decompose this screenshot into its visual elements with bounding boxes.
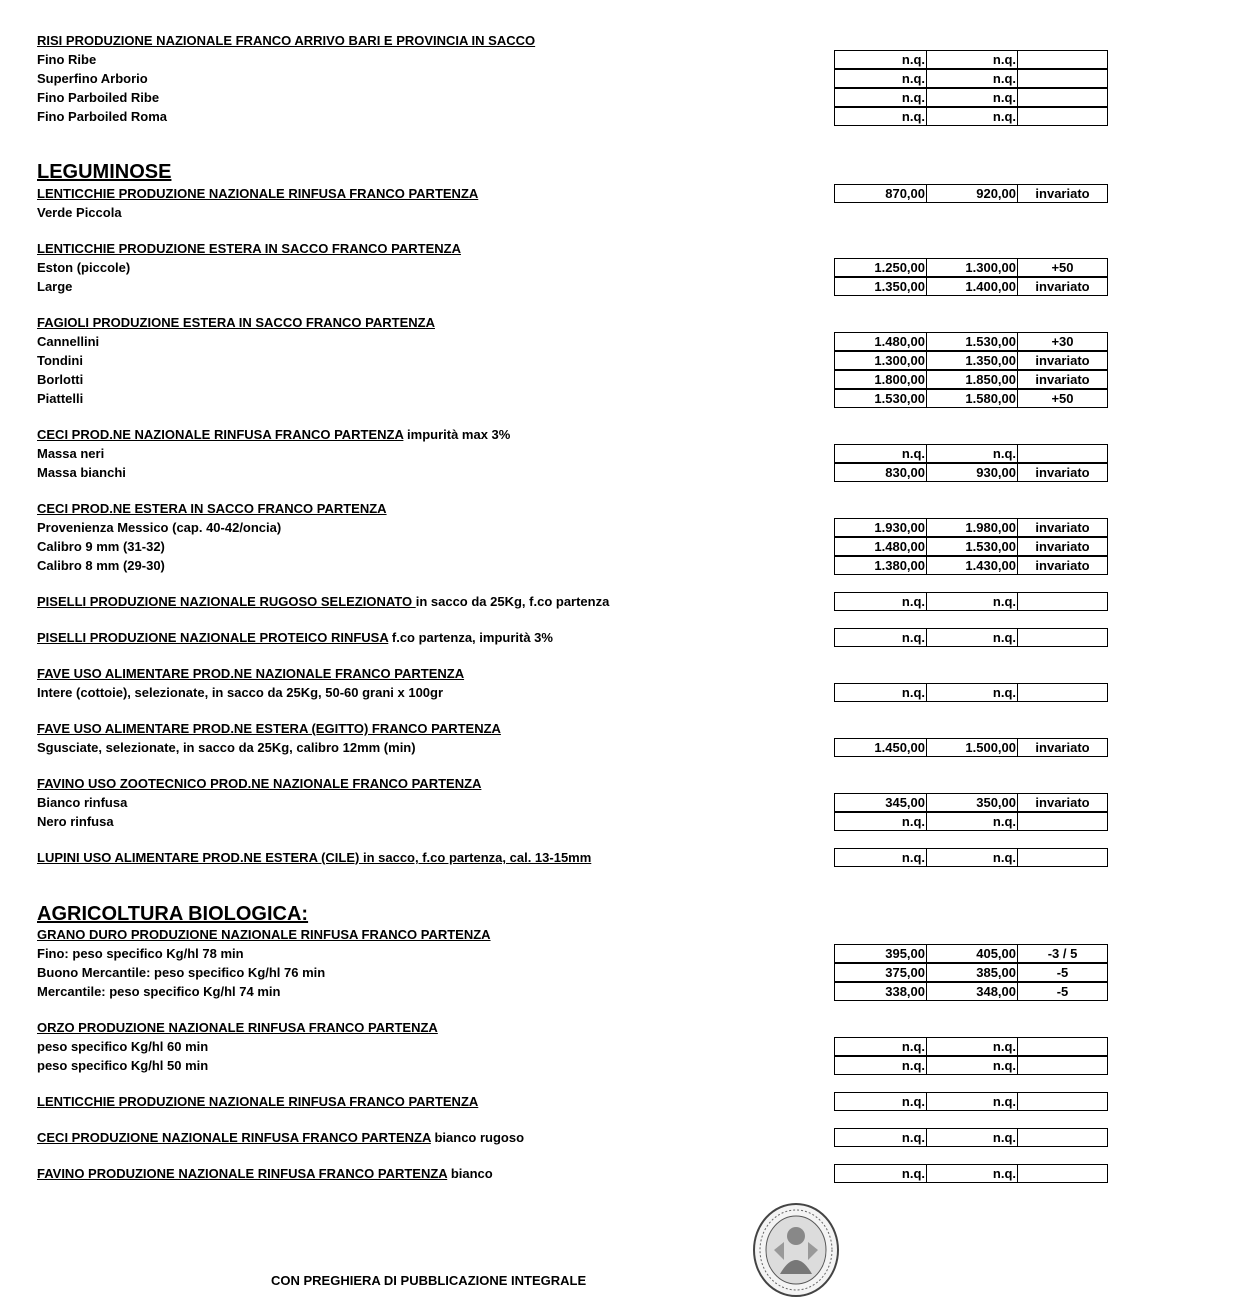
variation-cell bbox=[1017, 628, 1108, 647]
price-max-cell: n.q. bbox=[926, 444, 1018, 463]
price-min-cell: 375,00 bbox=[834, 963, 927, 982]
price-max-cell: 930,00 bbox=[926, 463, 1018, 482]
row-label: Piattelli bbox=[37, 391, 84, 406]
section-title-text: PISELLI PRODUZIONE NAZIONALE PROTEICO RINFUSA bbox=[37, 630, 389, 645]
price-min-cell: n.q. bbox=[834, 88, 927, 107]
price-min-cell: n.q. bbox=[834, 1128, 927, 1147]
variation-cell: invariato bbox=[1017, 556, 1108, 575]
price-min-cell: 1.930,00 bbox=[834, 518, 927, 537]
price-max-cell: 1.400,00 bbox=[926, 277, 1018, 296]
variation-cell: invariato bbox=[1017, 351, 1108, 370]
section-title bbox=[37, 1094, 478, 1110]
variation-cell: invariato bbox=[1017, 463, 1108, 482]
price-min-cell: n.q. bbox=[834, 1092, 927, 1111]
variation-cell bbox=[1017, 69, 1108, 88]
section-title-text: ORZO PRODUZIONE NAZIONALE RINFUSA FRANCO PARTENZA bbox=[37, 1020, 438, 1035]
section-title bbox=[37, 1020, 438, 1036]
row-label: Bianco rinfusa bbox=[37, 795, 128, 810]
variation-cell bbox=[1017, 683, 1108, 702]
price-max-cell: n.q. bbox=[926, 592, 1018, 611]
price-min-cell: 1.250,00 bbox=[834, 258, 927, 277]
row-label: Fino Parboiled Roma bbox=[37, 109, 168, 124]
section-title bbox=[37, 427, 510, 443]
price-min-cell: 338,00 bbox=[834, 982, 927, 1001]
section-title-suffix: f.co partenza, impurità 3% bbox=[388, 630, 553, 645]
variation-cell: -5 bbox=[1017, 982, 1108, 1001]
price-max-cell: n.q. bbox=[926, 683, 1018, 702]
price-min-cell: 345,00 bbox=[834, 793, 927, 812]
section-title-suffix: impurità max 3% bbox=[403, 427, 511, 442]
row-label: Large bbox=[37, 279, 73, 294]
price-min-cell: n.q. bbox=[834, 592, 927, 611]
section-heading: LEGUMINOSE bbox=[37, 161, 172, 183]
row-label: Superfino Arborio bbox=[37, 71, 148, 86]
variation-cell bbox=[1017, 1128, 1108, 1147]
section-title-suffix: bianco bbox=[447, 1166, 493, 1181]
section-title bbox=[37, 1130, 524, 1146]
row-label: peso specifico Kg/hl 60 min bbox=[37, 1039, 209, 1054]
variation-cell: invariato bbox=[1017, 793, 1108, 812]
price-max-cell: n.q. bbox=[926, 812, 1018, 831]
price-max-cell: 920,00 bbox=[926, 184, 1018, 203]
section-title bbox=[37, 594, 609, 610]
section-title bbox=[37, 721, 501, 737]
price-min-cell: n.q. bbox=[834, 444, 927, 463]
price-min-cell: 1.800,00 bbox=[834, 370, 927, 389]
price-min-cell: 830,00 bbox=[834, 463, 927, 482]
price-min-cell: n.q. bbox=[834, 812, 927, 831]
row-label: Calibro 9 mm (31-32) bbox=[37, 539, 165, 554]
variation-cell: invariato bbox=[1017, 738, 1108, 757]
price-max-cell: n.q. bbox=[926, 1128, 1018, 1147]
price-min-cell: n.q. bbox=[834, 50, 927, 69]
price-max-cell: 405,00 bbox=[926, 944, 1018, 963]
price-max-cell: n.q. bbox=[926, 50, 1018, 69]
variation-cell: +50 bbox=[1017, 258, 1108, 277]
section-title-text: CECI PROD.NE ESTERA IN SACCO FRANCO PARTENZA bbox=[37, 501, 387, 516]
variation-cell: invariato bbox=[1017, 537, 1108, 556]
price-max-cell: n.q. bbox=[926, 848, 1018, 867]
variation-cell: -3 / 5 bbox=[1017, 944, 1108, 963]
variation-cell bbox=[1017, 812, 1108, 831]
row-label: Massa bianchi bbox=[37, 465, 126, 480]
price-min-cell: n.q. bbox=[834, 1037, 927, 1056]
price-max-cell: 1.300,00 bbox=[926, 258, 1018, 277]
price-min-cell: n.q. bbox=[834, 628, 927, 647]
price-min-cell: n.q. bbox=[834, 683, 927, 702]
section-title-text: FAVINO USO ZOOTECNICO PROD.NE NAZIONALE FRANCO PARTENZA bbox=[37, 776, 482, 791]
variation-cell bbox=[1017, 592, 1108, 611]
price-min-cell: 395,00 bbox=[834, 944, 927, 963]
row-label: Verde Piccola bbox=[37, 205, 122, 220]
variation-cell: invariato bbox=[1017, 518, 1108, 537]
price-min-cell: n.q. bbox=[834, 107, 927, 126]
section-title-text: FAVE USO ALIMENTARE PROD.NE NAZIONALE FRANCO PARTENZA bbox=[37, 666, 465, 681]
row-label: Sgusciate, selezionate, in sacco da 25Kg, calibro 12mm (min) bbox=[37, 740, 416, 755]
price-max-cell: n.q. bbox=[926, 1037, 1018, 1056]
section-title-text: LENTICCHIE PRODUZIONE ESTERA IN SACCO FRANCO PARTENZA bbox=[37, 241, 461, 256]
section-title-text: CECI PROD.NE NAZIONALE RINFUSA FRANCO PARTENZA bbox=[37, 427, 404, 442]
price-max-cell: 385,00 bbox=[926, 963, 1018, 982]
price-max-cell: n.q. bbox=[926, 69, 1018, 88]
price-min-cell: 1.480,00 bbox=[834, 332, 927, 351]
row-label: Nero rinfusa bbox=[37, 814, 114, 829]
price-max-cell: n.q. bbox=[926, 107, 1018, 126]
variation-cell bbox=[1017, 1037, 1108, 1056]
variation-cell bbox=[1017, 107, 1108, 126]
section-heading: AGRICOLTURA BIOLOGICA: bbox=[37, 903, 309, 925]
row-label: Mercantile: peso specifico Kg/hl 74 min bbox=[37, 984, 281, 999]
price-min-cell: 1.530,00 bbox=[834, 389, 927, 408]
section-title-suffix: bianco rugoso bbox=[430, 1130, 525, 1145]
price-max-cell: 1.980,00 bbox=[926, 518, 1018, 537]
section-title-text: GRANO DURO PRODUZIONE NAZIONALE RINFUSA FRANCO PARTENZA bbox=[37, 927, 491, 942]
variation-cell: invariato bbox=[1017, 277, 1108, 296]
section-title-text: LENTICCHIE PRODUZIONE NAZIONALE RINFUSA FRANCO PARTENZA bbox=[37, 1094, 479, 1109]
row-label: Borlotti bbox=[37, 372, 84, 387]
section-title-text: FAGIOLI PRODUZIONE ESTERA IN SACCO FRANCO PARTENZA bbox=[37, 315, 435, 330]
price-max-cell: 1.530,00 bbox=[926, 537, 1018, 556]
footer-note: CON PREGHIERA DI PUBBLICAZIONE INTEGRALE bbox=[271, 1273, 587, 1288]
variation-cell: invariato bbox=[1017, 370, 1108, 389]
price-min-cell: 1.380,00 bbox=[834, 556, 927, 575]
section-title-text: FAVE USO ALIMENTARE PROD.NE ESTERA (EGITTO) FRANCO PARTENZA bbox=[37, 721, 501, 736]
price-max-cell: n.q. bbox=[926, 88, 1018, 107]
section-title bbox=[37, 850, 591, 866]
variation-cell bbox=[1017, 1092, 1108, 1111]
section-title bbox=[37, 241, 461, 257]
price-max-cell: 1.850,00 bbox=[926, 370, 1018, 389]
section-title-text: LUPINI USO ALIMENTARE PROD.NE ESTERA (CILE) in sacco, f.co partenza, cal. 13-15mm bbox=[37, 850, 592, 865]
price-min-cell: 1.480,00 bbox=[834, 537, 927, 556]
row-label: Buono Mercantile: peso specifico Kg/hl 76 min bbox=[37, 965, 326, 980]
price-max-cell: 1.430,00 bbox=[926, 556, 1018, 575]
row-label: Calibro 8 mm (29-30) bbox=[37, 558, 165, 573]
price-max-cell: 1.500,00 bbox=[926, 738, 1018, 757]
variation-cell bbox=[1017, 88, 1108, 107]
price-min-cell: n.q. bbox=[834, 69, 927, 88]
row-label: Fino Ribe bbox=[37, 52, 97, 67]
variation-cell: -5 bbox=[1017, 963, 1108, 982]
price-max-cell: 1.580,00 bbox=[926, 389, 1018, 408]
variation-cell: +30 bbox=[1017, 332, 1108, 351]
section-title-text: LENTICCHIE PRODUZIONE NAZIONALE RINFUSA FRANCO PARTENZA bbox=[37, 186, 479, 201]
variation-cell bbox=[1017, 50, 1108, 69]
price-min-cell: 1.300,00 bbox=[834, 351, 927, 370]
price-max-cell: n.q. bbox=[926, 628, 1018, 647]
section-title bbox=[37, 1166, 493, 1182]
price-max-cell: n.q. bbox=[926, 1056, 1018, 1075]
row-label: Tondini bbox=[37, 353, 83, 368]
row-label: Cannellini bbox=[37, 334, 100, 349]
variation-cell bbox=[1017, 1056, 1108, 1075]
section-title bbox=[37, 927, 491, 943]
section-title bbox=[37, 186, 478, 202]
section-title-text: PISELLI PRODUZIONE NAZIONALE RUGOSO SELEZIONATO bbox=[37, 594, 416, 609]
price-max-cell: 1.350,00 bbox=[926, 351, 1018, 370]
row-label: Eston (piccole) bbox=[37, 260, 131, 275]
row-label: Provenienza Messico (cap. 40-42/oncia) bbox=[37, 520, 282, 535]
official-seal-icon bbox=[752, 1202, 840, 1298]
price-max-cell: n.q. bbox=[926, 1092, 1018, 1111]
row-label: peso specifico Kg/hl 50 min bbox=[37, 1058, 209, 1073]
section-title-text: CECI PRODUZIONE NAZIONALE RINFUSA FRANCO PARTENZA bbox=[37, 1130, 431, 1145]
variation-cell bbox=[1017, 1164, 1108, 1183]
section-title bbox=[37, 630, 553, 646]
price-max-cell: 348,00 bbox=[926, 982, 1018, 1001]
variation-cell: invariato bbox=[1017, 184, 1108, 203]
row-label: Fino Parboiled Ribe bbox=[37, 90, 160, 105]
row-label: Intere (cottoie), selezionate, in sacco da 25Kg, 50-60 grani x 100gr bbox=[37, 685, 444, 700]
variation-cell bbox=[1017, 848, 1108, 867]
price-min-cell: n.q. bbox=[834, 1056, 927, 1075]
section-title bbox=[37, 501, 387, 517]
section-title-text: FAVINO PRODUZIONE NAZIONALE RINFUSA FRANCO PARTENZA bbox=[37, 1166, 448, 1181]
price-min-cell: n.q. bbox=[834, 848, 927, 867]
price-min-cell: 1.450,00 bbox=[834, 738, 927, 757]
variation-cell: +50 bbox=[1017, 389, 1108, 408]
price-min-cell: 870,00 bbox=[834, 184, 927, 203]
row-label: Fino: peso specifico Kg/hl 78 min bbox=[37, 946, 244, 961]
section-title-text: RISI PRODUZIONE NAZIONALE FRANCO ARRIVO BARI E PROVINCIA IN SACCO bbox=[37, 33, 536, 48]
price-max-cell: 1.530,00 bbox=[926, 332, 1018, 351]
price-min-cell: n.q. bbox=[834, 1164, 927, 1183]
row-label: Massa neri bbox=[37, 446, 105, 461]
section-title bbox=[37, 776, 481, 792]
price-max-cell: 350,00 bbox=[926, 793, 1018, 812]
section-title bbox=[37, 315, 435, 331]
price-min-cell: 1.350,00 bbox=[834, 277, 927, 296]
price-max-cell: n.q. bbox=[926, 1164, 1018, 1183]
section-title-suffix: in sacco da 25Kg, f.co partenza bbox=[415, 594, 610, 609]
section-title bbox=[37, 666, 464, 682]
variation-cell bbox=[1017, 444, 1108, 463]
section-title bbox=[37, 33, 535, 49]
